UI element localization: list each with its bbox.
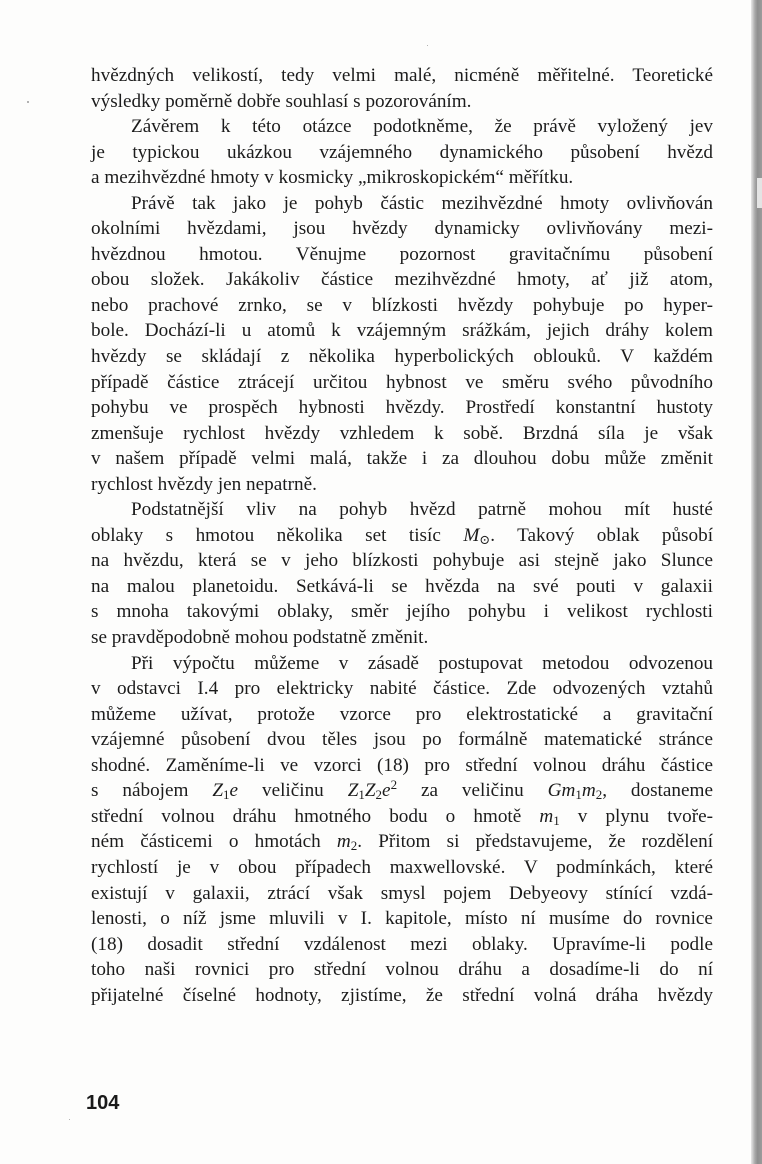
- text-line: [91, 89, 713, 115]
- text-line-content: se pravděpodobně mohou podstatně změnit.: [91, 627, 429, 649]
- subscript: 1: [358, 787, 365, 803]
- text-line: [91, 829, 713, 855]
- text-line-content: případě částice ztrácejí určitou hybnost ve směru svého původního: [91, 371, 713, 393]
- text-line: [91, 599, 713, 625]
- text-line-content: rychlost hvězdy jen nepatrně.: [91, 473, 317, 495]
- text-line-content: vzájemné působení dvou těles jsou po formálně matematické stránce: [91, 729, 713, 751]
- subscript: 2: [350, 838, 358, 854]
- text-line: [91, 702, 713, 728]
- subscript: ⊙: [479, 531, 491, 547]
- math-variable: m: [581, 780, 596, 802]
- text-line: [91, 114, 713, 140]
- text-segment: střední volnou dráhu hmotného bodu o hmotě: [91, 805, 540, 827]
- text-line: [91, 165, 713, 191]
- text-line-content: Při výpočtu můžeme v zásadě postupovat metodou odvozenou: [131, 652, 714, 674]
- text-line: [91, 727, 713, 753]
- text-line-content: toho naši rovnici pro střední volnou dráhu a dosadíme-li do ní: [91, 959, 714, 981]
- text-line: [91, 140, 713, 166]
- text-line: [91, 446, 713, 472]
- text-line-content: obou složek. Jakákoliv částice mezihvězdné hmoty, ať již atom,: [91, 269, 714, 291]
- text-line: [91, 881, 713, 907]
- paper-speck: [27, 101, 29, 103]
- page-number: 104: [86, 1092, 120, 1114]
- text-line-content: nebo prachové zrnko, se v blízkosti hvězdy pohybuje po hyper-: [91, 294, 713, 316]
- text-line: [91, 267, 713, 293]
- text-line: [91, 191, 713, 217]
- text-line-content: na hvězdu, která se v jeho blízkosti pohybuje asi stejně jako Slunce: [91, 550, 714, 572]
- math-variable: Z: [212, 780, 224, 802]
- text-line-content: bole. Dochází-li u atomů k vzájemným srážkám, jejich dráhy kolem: [91, 320, 713, 342]
- text-line: [91, 548, 713, 574]
- text-line: [91, 957, 713, 983]
- text-line-content: přijatelné číselné hodnoty, zjistíme, že střední volná dráha hvězdy: [91, 984, 713, 1006]
- text-line-content: shodné. Zaměníme-li ve vzorci (18) pro střední volnou dráhu částice: [91, 754, 713, 776]
- text-line: [91, 804, 713, 830]
- text-line-content: výsledky poměrně dobře souhlasí s pozorováním.: [91, 90, 472, 112]
- text-line-content: pohybu ve prospěch hybnosti hvězdy. Prostředí konstantní hustoty: [91, 397, 714, 419]
- text-line-content: existují v galaxii, ztrácí však smysl pojem Debyeovy stínící vzdá-: [91, 882, 713, 904]
- text-segment: s nábojem: [91, 780, 213, 802]
- text-line: [91, 318, 713, 344]
- paper-speck: [427, 45, 428, 46]
- text-line-content: a mezihvězdné hmoty v kosmicky „mikroskopickém“ měřítku.: [91, 167, 574, 189]
- text-line: [91, 523, 713, 549]
- body-text: [91, 63, 713, 1008]
- text-line: [91, 753, 713, 779]
- text-line-content: lenosti, o níž jsme mluvili v I. kapitole, místo ní musíme do rovnice: [91, 908, 713, 930]
- text-line: [91, 932, 713, 958]
- text-segment: veličinu: [238, 780, 348, 802]
- text-line: [91, 778, 713, 804]
- text-segment: ném částicemi o hmotách: [91, 831, 337, 853]
- text-segment: v plynu tvoře-: [559, 805, 714, 827]
- superscript: 2: [390, 777, 398, 793]
- text-segment: . Takový oblak působí: [490, 524, 714, 546]
- text-line-content: (18) dosadit střední vzdálenost mezi oblaky. Upravíme-li podle: [91, 933, 713, 955]
- text-line-content: okolními hvězdami, jsou hvězdy dynamicky ovlivňovány mezi-: [91, 218, 714, 240]
- math-variable: e: [229, 780, 239, 802]
- text-line-content: je typickou ukázkou vzájemného dynamického působení hvězd: [91, 141, 714, 163]
- text-line: [91, 855, 713, 881]
- text-line: [91, 676, 713, 702]
- text-line: [91, 497, 713, 523]
- math-variable: m: [336, 831, 351, 853]
- math-variable: M: [463, 524, 480, 546]
- subscript: 1: [553, 812, 560, 828]
- text-line: [91, 421, 713, 447]
- text-line-content: v našem případě velmi malá, takže i za dlouhou dobu může změnit: [91, 448, 714, 470]
- page-edge-shadow: [751, 0, 762, 1164]
- math-variable: Gm: [547, 780, 576, 802]
- text-segment: , dostaneme: [602, 780, 713, 802]
- text-line-content: v odstavci I.4 pro elektricky nabité částice. Zde odvozených vztahů: [91, 678, 714, 700]
- text-line-content: můžeme užívat, protože vzorce pro elektrostatické a gravitační: [91, 703, 714, 725]
- text-line-content: s mnoha takovými oblaky, směr jejího pohybu i velikost rychlosti: [91, 601, 713, 623]
- text-line-content: Závěrem k této otázce podotkněme, že právě vyložený jev: [131, 116, 714, 138]
- math-variable: Z: [364, 780, 376, 802]
- text-line: [91, 651, 713, 677]
- text-segment: za veličinu: [397, 780, 548, 802]
- text-line: [91, 472, 713, 498]
- text-line: [91, 574, 713, 600]
- text-line-content: hvězdy se skládají z několika hyperbolických oblouků. V každém: [91, 346, 713, 368]
- text-segment: . Přitom si představujeme, že rozdělení: [357, 831, 714, 853]
- text-line: [91, 344, 713, 370]
- text-line-content: hvězdných velikostí, tedy velmi malé, nicméně měřitelné. Teoretické: [91, 65, 713, 86]
- subscript: 2: [595, 787, 603, 803]
- text-line-content: hvězdnou hmotou. Věnujme pozornost gravitačnímu působení: [91, 243, 713, 265]
- math-variable: Z: [347, 780, 359, 802]
- text-line: [91, 906, 713, 932]
- text-line-content: na malou planetoidu. Setkává-li se hvězda na své pouti v galaxii: [91, 575, 713, 597]
- subscript: 1: [223, 787, 230, 803]
- text-line: [91, 395, 713, 421]
- math-variable: e: [382, 780, 391, 802]
- text-line: [91, 293, 713, 319]
- text-line: [91, 625, 713, 651]
- text-segment: oblaky s hmotou několika set tisíc: [91, 524, 464, 546]
- text-line: [91, 63, 713, 89]
- math-variable: m: [539, 805, 554, 827]
- page-edge-nick: [757, 178, 762, 208]
- text-line-content: Podstatnější vliv na pohyb hvězd patrně mohou mít husté: [131, 499, 713, 521]
- subscript: 2: [375, 787, 383, 803]
- text-line: [91, 983, 713, 1009]
- text-line: [91, 242, 713, 268]
- paper-speck: [69, 1119, 70, 1120]
- text-line-content: rychlostí je v obou případech maxwellovské. V podmínkách, které: [91, 856, 714, 878]
- text-line: [91, 370, 713, 396]
- text-line: [91, 216, 713, 242]
- text-line-content: Právě tak jako je pohyb částic mezihvězdné hmoty ovlivňován: [131, 192, 713, 214]
- text-line-content: zmenšuje rychlost hvězdy vzhledem k sobě. Brzdná síla je však: [91, 422, 713, 444]
- subscript: 1: [575, 787, 582, 803]
